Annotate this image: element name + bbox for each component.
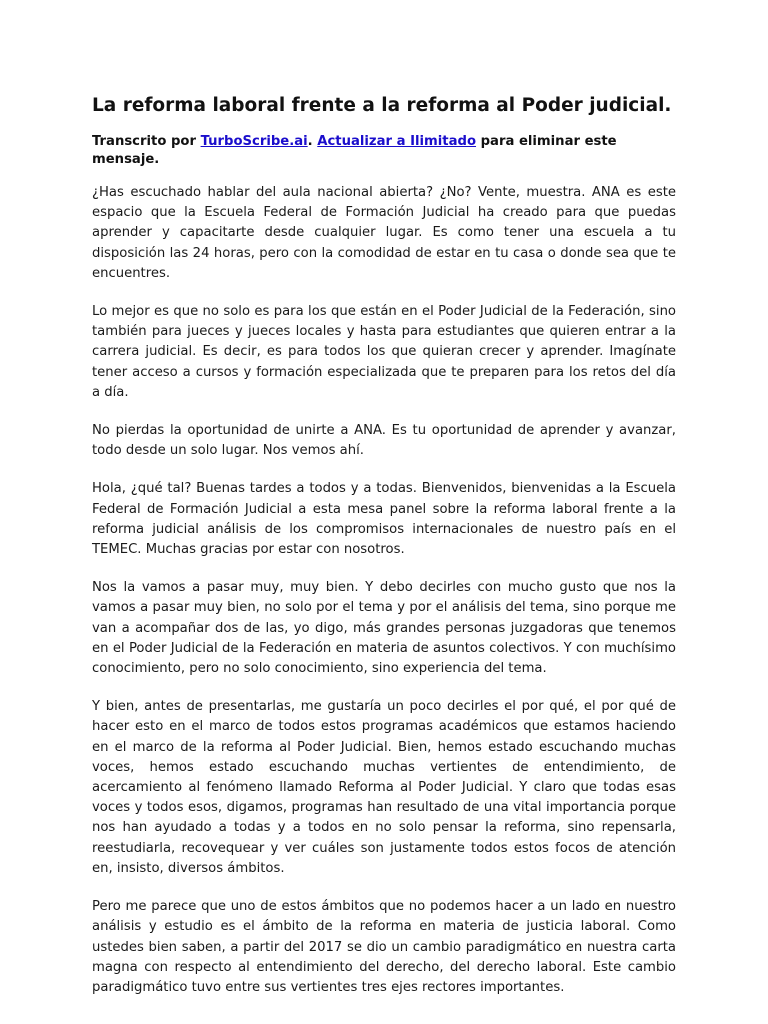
paragraph: Pero me parece que uno de estos ámbitos que no podemos hacer a un lado en nuestro análisis y estudio es el ámbito de la reforma en materia de justicia laboral. Como ustedes bien saben, a partir del 2017 se dio un cambio paradigmático en nuestra carta magna con respecto al entendimiento del derecho, del derecho laboral. Este cambio paradigmático tuvo entre sus vertientes tres ejes rectores importantes. <box>92 899 676 995</box>
document-page <box>92 84 676 998</box>
paragraph: Lo mejor es que no solo es para los que están en el Poder Judicial de la Federación, sino también para jueces y jueces locales y hasta para estudiantes que quieren entrar a la carrera judicial. Es decir, es para todos los que quieran crecer y aprender. Imagínate tener acceso a cursos y formación especializada que te preparen para los retos del día a día. <box>92 304 676 400</box>
transcript-body <box>92 183 676 998</box>
notice-suffix: para eliminar este mensaje. <box>92 134 617 167</box>
paragraph: Hola, ¿qué tal? Buenas tardes a todos y a todas. Bienvenidos, bienvenidas a la Escuela Federal de Formación Judicial a esta mesa panel sobre la reforma laboral frente a la reforma judicial análisis de los compromisos internacionales de nuestro país en el TEMEC. Muchas gracias por estar con nosotros. <box>92 481 676 558</box>
transcription-notice <box>92 133 676 169</box>
paragraph: No pierdas la oportunidad de unirte a ANA. Es tu oportunidad de aprender y avanzar, todo desde un solo lugar. Nos vemos ahí. <box>92 423 676 459</box>
paragraph: Y bien, antes de presentarlas, me gustaría un poco decirles el por qué, el por qué de hacer esto en el marco de todos estos programas académicos que estamos haciendo en el marco de la reforma al Poder Judicial. Bien, hemos estado escuchando muchas voces, hemos estado escuchando muchas vertientes de entendimiento, de acercamiento al fenómeno llamado Reforma al Poder Judicial. Y claro que todas esas voces y todos esos, digamos, programas han resultado de una vital importancia porque nos han ayudado a todas y a todos en no solo pensar la reforma, sino repensarla, reestudiarla, recovequear y ver cuáles son justamente todos estos focos de atención en, insisto, diversos ámbitos. <box>92 699 676 876</box>
paragraph: Nos la vamos a pasar muy, muy bien. Y debo decirles con mucho gusto que nos la vamos a pasar muy bien, no solo por el tema y por el análisis del tema, sino porque me van a acompañar dos de las, yo digo, más grandes personas juzgadoras que tenemos en el Poder Judicial de la Federación en materia de asuntos colectivos. Y con muchísimo conocimiento, pero no solo conocimiento, sino experiencia del tema. <box>92 580 676 677</box>
paragraph: ¿Has escuchado hablar del aula nacional abierta? ¿No? Vente, muestra. ANA es este espacio que la Escuela Federal de Formación Judicial ha creado para que puedas aprender y capacitarte desde cualquier lugar. Es como tener una escuela a tu disposición las 24 horas, pero con la comodidad de estar en tu casa o donde sea que te encuentres. <box>92 185 676 281</box>
notice-separator: . <box>307 134 318 149</box>
document-title: La reforma laboral frente a la reforma al Poder judicial. <box>92 95 672 116</box>
notice-prefix: Transcrito por <box>92 134 201 149</box>
turboscribe-link[interactable]: TurboScribe.ai <box>200 134 308 149</box>
upgrade-unlimited-link[interactable]: Actualizar a Ilimitado <box>317 134 477 149</box>
